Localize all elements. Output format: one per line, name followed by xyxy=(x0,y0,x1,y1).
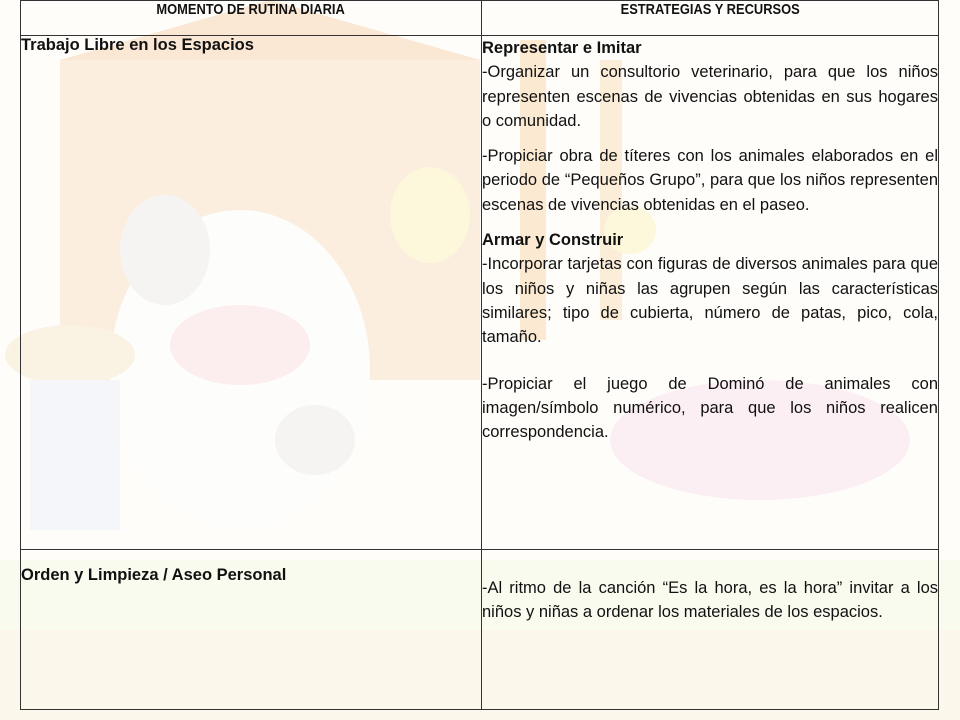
header-moment: MOMENTO DE RUTINA DIARIA xyxy=(21,1,482,36)
table-row xyxy=(21,36,939,550)
strategy-paragraph: -Al ritmo de la canción “Es la hora, es la hora” invitar a los niños y niñas a ordenar los materiales de los espacios. xyxy=(482,579,938,622)
moment-free-work: Trabajo Libre en los Espacios xyxy=(21,36,482,550)
table-row xyxy=(21,550,939,710)
moment-order-cleaning: Orden y Limpieza / Aseo Personal xyxy=(21,550,482,710)
header-strategies: ESTRATEGIAS Y RECURSOS xyxy=(482,1,939,36)
strategy-paragraph: -Organizar un consultorio veterinario, para que los niños representen escenas de vivencias obtenidas en sus hogares o comunidad. xyxy=(482,63,938,130)
strategy-paragraph: -Incorporar tarjetas con figuras de diversos animales para que los niños y niñas las agrupen según las características similares; tipo de cubierta, número de patas, pico, cola, tamaño. xyxy=(482,255,938,347)
strategies-free-work xyxy=(482,36,939,550)
routine-table xyxy=(20,0,939,710)
section-title: Armar y Construir xyxy=(482,231,624,250)
strategy-paragraph: -Propiciar obra de títeres con los animales elaborados en el periodo de “Pequeños Grupo”, para que los niños representen escenas de vivencias obtenidas en el paseo. xyxy=(482,147,938,214)
strategy-paragraph: -Propiciar el juego de Dominó de animales con imagen/símbolo numérico, para que los niños realicen correspondencia. xyxy=(482,374,938,442)
strategies-order-cleaning xyxy=(482,550,939,710)
header-row xyxy=(21,1,939,36)
section-title: Representar e Imitar xyxy=(482,39,642,57)
